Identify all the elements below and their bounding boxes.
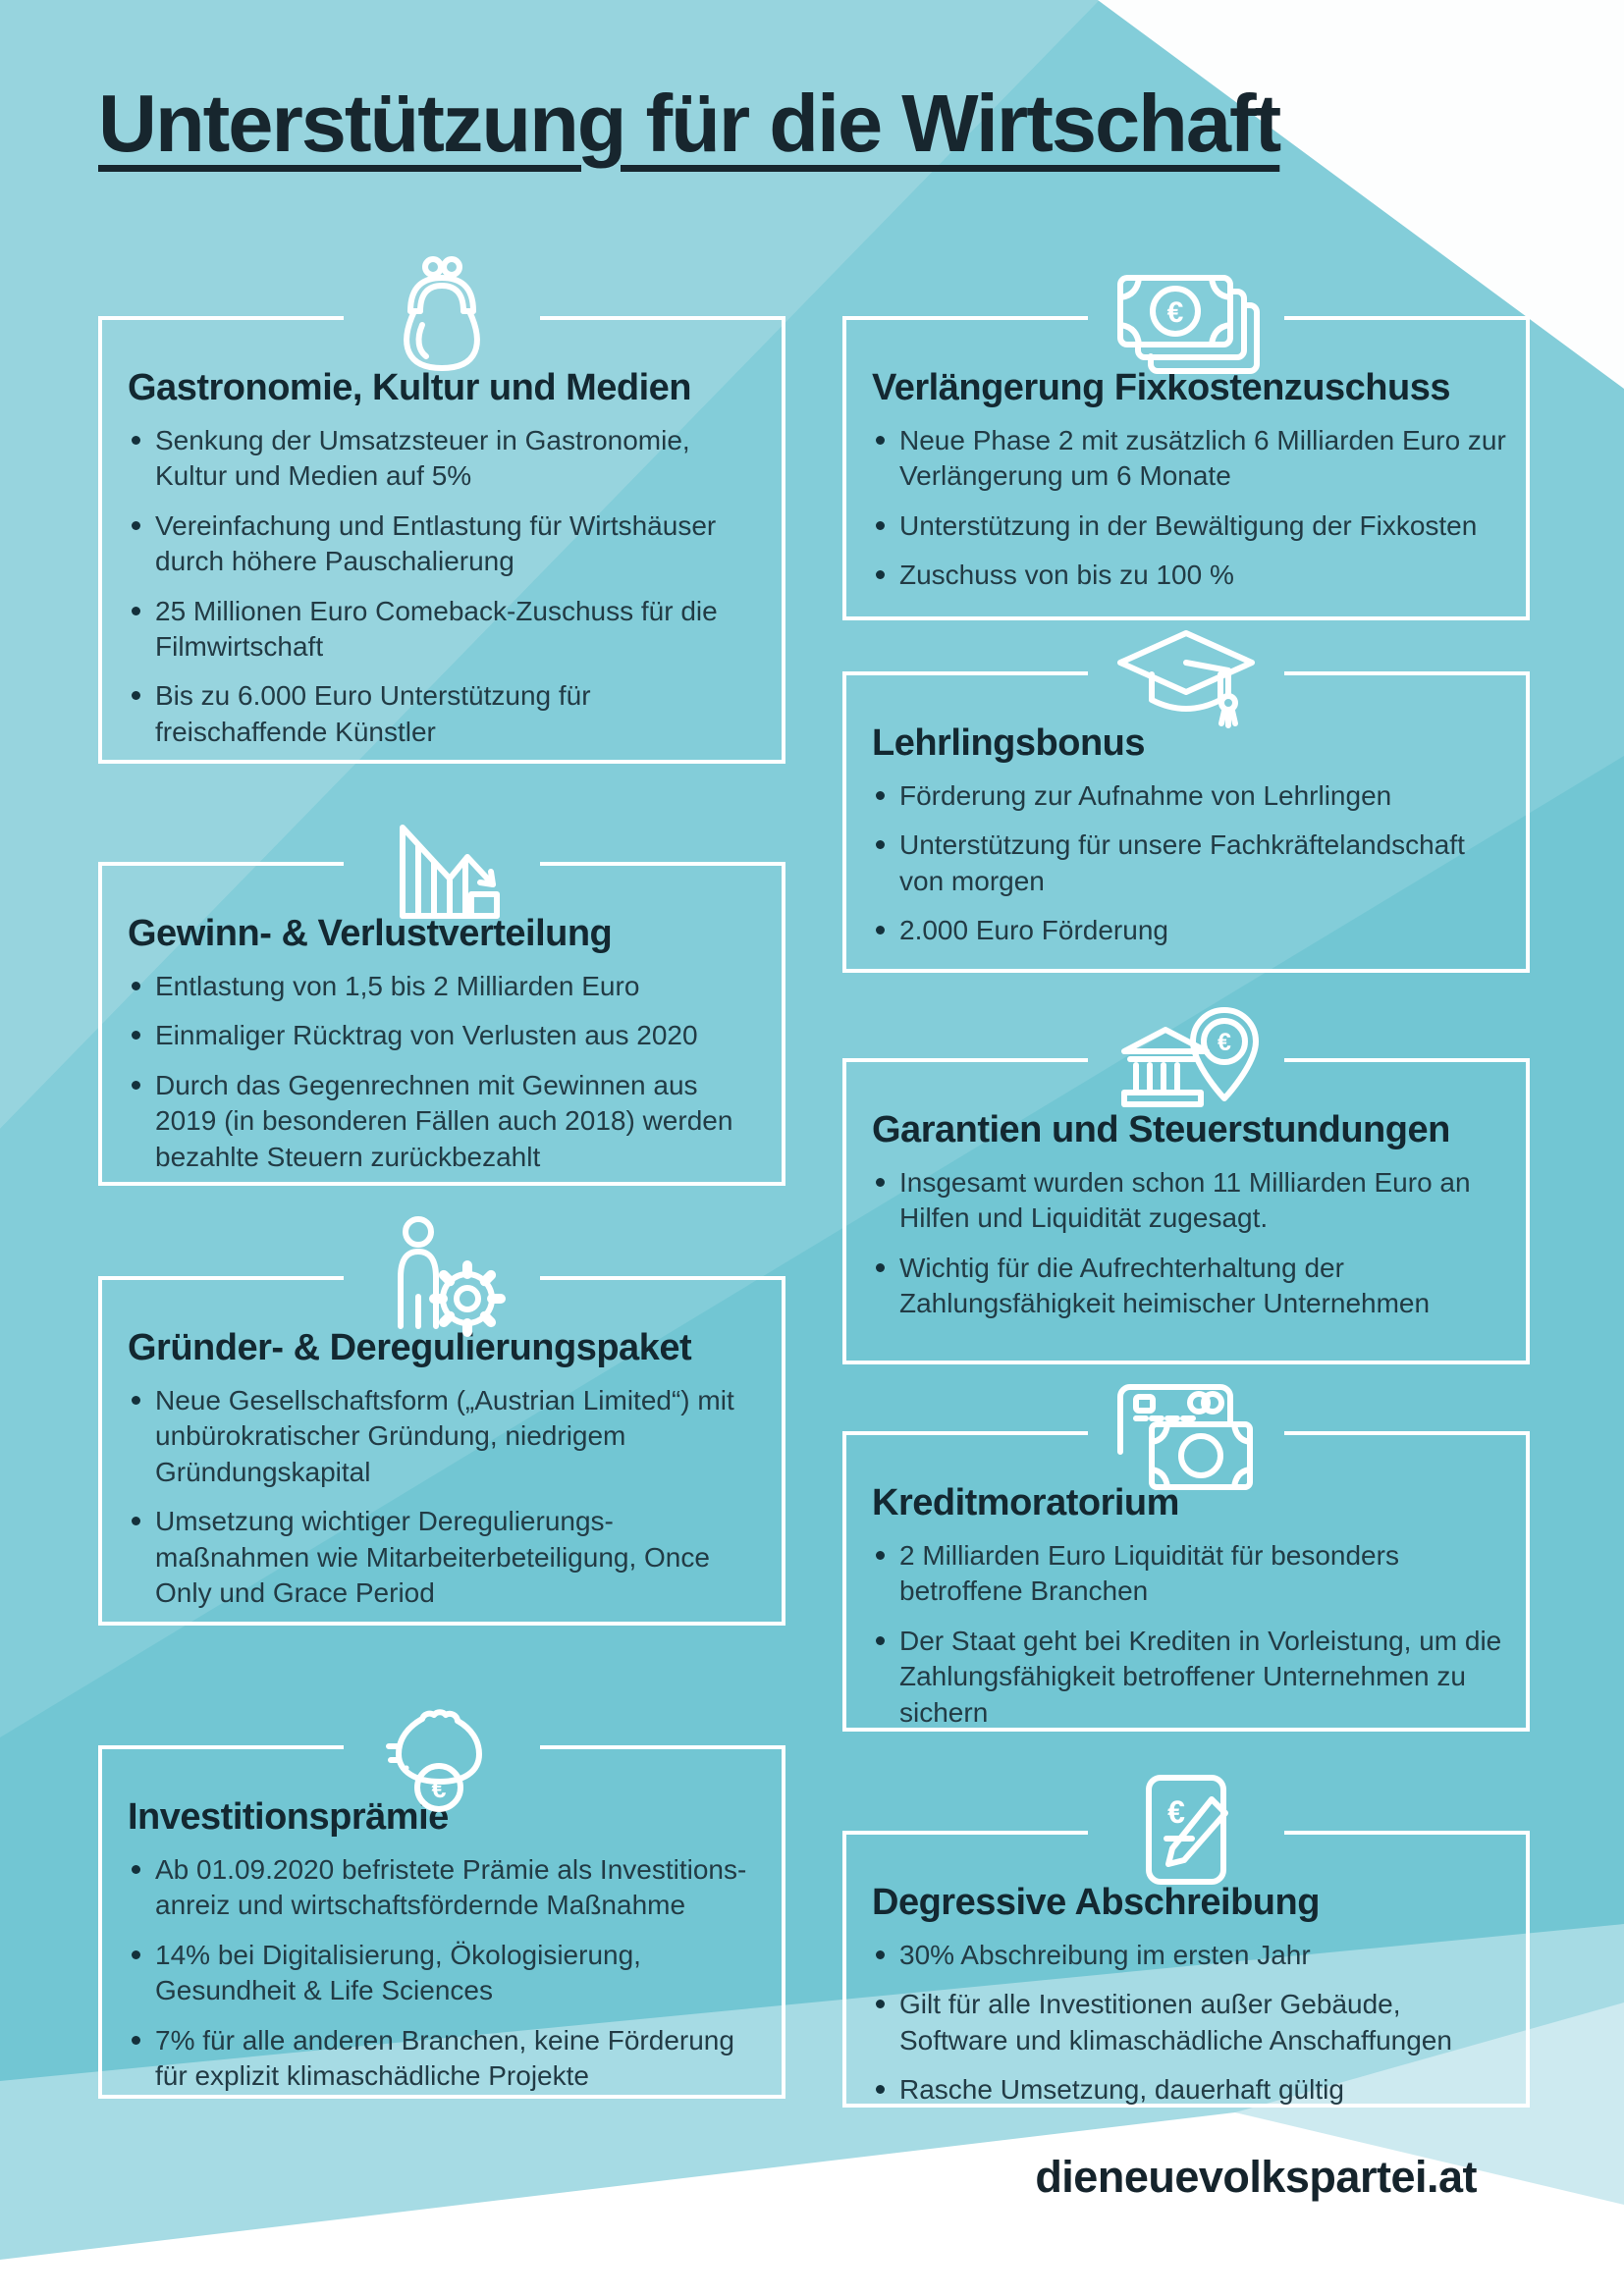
bullet-item: 2 Milliarden Euro Liquidität für besonders betroffene Branchen bbox=[872, 1538, 1506, 1610]
card-border bbox=[842, 316, 1088, 320]
bullet-item: Wichtig für die Aufrechterhaltung der Zahlungsfähigkeit heimischer Unternehmen bbox=[872, 1251, 1506, 1322]
card-title: Lehrlingsbonus bbox=[872, 722, 1145, 764]
bullet-list bbox=[872, 423, 1506, 594]
card-border bbox=[842, 1058, 846, 1364]
card-verlaengerung-fixkostenzuschuss bbox=[842, 296, 1530, 620]
document-pencil-euro-icon bbox=[1088, 1766, 1284, 1897]
card-border bbox=[1526, 1058, 1530, 1364]
svg-text:€: € bbox=[1166, 296, 1184, 329]
bullet-item: Umsetzung wichtiger Deregulierungs-maßnahmen wie Mitarbeiterbeteiligung, Once Only und Grace Period bbox=[128, 1504, 762, 1611]
card-title: Kreditmoratorium bbox=[872, 1482, 1179, 1523]
bullet-item: 25 Millionen Euro Comeback-Zuschuss für die Filmwirtschaft bbox=[128, 594, 762, 666]
card-border bbox=[1284, 1831, 1530, 1835]
svg-text:€: € bbox=[1218, 1029, 1231, 1056]
card-border bbox=[1284, 1431, 1530, 1435]
card-border bbox=[842, 969, 1530, 973]
card-border bbox=[98, 1745, 344, 1749]
bullet-item: Einmaliger Rücktrag von Verlusten aus 2020 bbox=[128, 1018, 762, 1053]
card-border bbox=[98, 316, 344, 320]
card-title: Gewinn- & Verlustverteilung bbox=[128, 913, 613, 954]
bullet-list bbox=[128, 423, 762, 750]
bullet-item: Vereinfachung und Entlastung für Wirtshäuser durch höhere Pauschalierung bbox=[128, 508, 762, 580]
card-border bbox=[842, 671, 1088, 675]
bullet-item: 2.000 Euro Förderung bbox=[872, 913, 1506, 948]
card-gewinn-verlustverteilung bbox=[98, 862, 785, 1186]
bullet-item: Rasche Umsetzung, dauerhaft gültig bbox=[872, 2072, 1506, 2108]
svg-text:€: € bbox=[431, 1774, 447, 1803]
card-garantien-steuerstundungen bbox=[842, 1029, 1530, 1364]
card-border bbox=[98, 1276, 344, 1280]
card-title: Degressive Abschreibung bbox=[872, 1882, 1320, 1923]
bullet-item: 7% für alle anderen Branchen, keine Förderung für explizit klimaschädliche Projekte bbox=[128, 2023, 762, 2095]
banknotes-euro-icon bbox=[1088, 251, 1284, 383]
card-border bbox=[842, 1831, 1088, 1835]
card-border bbox=[1526, 1831, 1530, 2108]
card-border bbox=[1284, 671, 1530, 675]
card-title: Garantien und Steuerstundungen bbox=[872, 1109, 1450, 1150]
card-border bbox=[1284, 316, 1530, 320]
bullet-item: Entlastung von 1,5 bis 2 Milliarden Euro bbox=[128, 969, 762, 1004]
card-border bbox=[98, 862, 102, 1186]
card-degressive-abschreibung bbox=[842, 1794, 1530, 2108]
website-url: dieneuevolkspartei.at bbox=[1035, 2152, 1477, 2202]
card-kreditmoratorium bbox=[842, 1431, 1530, 1732]
declining-chart-icon bbox=[344, 797, 540, 929]
bullet-item: Neue Phase 2 mit zusätzlich 6 Milliarden Euro zur Verlängerung um 6 Monate bbox=[872, 423, 1506, 495]
card-border bbox=[782, 1276, 785, 1626]
graduation-cap-icon bbox=[1088, 607, 1284, 738]
card-title: Verlängerung Fixkostenzuschuss bbox=[872, 367, 1450, 408]
card-border bbox=[540, 862, 785, 866]
purse-icon bbox=[344, 251, 540, 383]
bullet-item: Durch das Gegenrechnen mit Gewinnen aus 2019 (in besonderen Fällen auch 2018) werden bezahlte Steuern zurückbezahlt bbox=[128, 1068, 762, 1175]
card-title: Gründer- & Deregulierungspaket bbox=[128, 1327, 692, 1368]
card-border bbox=[98, 760, 785, 764]
bullet-list bbox=[128, 1383, 762, 1611]
card-lehrlingsbonus bbox=[842, 671, 1530, 973]
card-title: Investitionsprämie bbox=[128, 1796, 449, 1838]
credit-card-banknote-icon bbox=[1088, 1366, 1284, 1498]
card-border bbox=[782, 862, 785, 1186]
card-border bbox=[98, 316, 102, 764]
card-border bbox=[782, 316, 785, 764]
bullet-item: Bis zu 6.000 Euro Unterstützung für freischaffende Künstler bbox=[128, 678, 762, 750]
card-border bbox=[842, 316, 846, 620]
card-border bbox=[1526, 671, 1530, 973]
card-border bbox=[98, 1622, 785, 1626]
card-border bbox=[842, 1831, 846, 2108]
bullet-item: Der Staat geht bei Krediten in Vorleistung, um die Zahlungsfähigkeit betroffener Unternehmen zu sichern bbox=[872, 1624, 1506, 1731]
piggy-bank-euro-icon bbox=[344, 1681, 540, 1812]
card-border bbox=[540, 1745, 785, 1749]
card-gastronomie-kultur-medien bbox=[98, 316, 785, 764]
bullet-item: Förderung zur Aufnahme von Lehrlingen bbox=[872, 778, 1506, 814]
card-border bbox=[1526, 1431, 1530, 1732]
card-border bbox=[98, 1182, 785, 1186]
bullet-list bbox=[128, 969, 762, 1175]
bullet-item: Gilt für alle Investitionen außer Gebäude, Software und klimaschädliche Anschaffungen bbox=[872, 1987, 1506, 2058]
card-border bbox=[98, 1745, 102, 2099]
bullet-item: Unterstützung in der Bewältigung der Fixkosten bbox=[872, 508, 1506, 544]
card-border bbox=[1284, 1058, 1530, 1062]
svg-text:€: € bbox=[1167, 1794, 1185, 1830]
bullet-item: Senkung der Umsatzsteuer in Gastronomie, Kultur und Medien auf 5% bbox=[128, 423, 762, 495]
card-border bbox=[782, 1745, 785, 2099]
card-border bbox=[98, 862, 344, 866]
card-border bbox=[842, 1058, 1088, 1062]
card-border bbox=[842, 671, 846, 973]
card-investitionspraemie bbox=[98, 1745, 785, 2099]
card-border bbox=[540, 1276, 785, 1280]
person-gear-icon bbox=[344, 1211, 540, 1343]
card-border bbox=[540, 316, 785, 320]
bullet-list bbox=[872, 1538, 1506, 1731]
card-border bbox=[1526, 316, 1530, 620]
card-border bbox=[842, 1431, 1088, 1435]
card-border bbox=[842, 1431, 846, 1732]
card-border bbox=[98, 2095, 785, 2099]
bullet-item: Unterstützung für unsere Fachkräftelandschaft von morgen bbox=[872, 828, 1506, 899]
bullet-item: Zuschuss von bis zu 100 % bbox=[872, 558, 1506, 593]
bullet-list bbox=[872, 1938, 1506, 2109]
bullet-item: Ab 01.09.2020 befristete Prämie als Investitions-anreiz und wirtschaftsfördernde Maßnahme bbox=[128, 1852, 762, 1924]
bullet-list bbox=[872, 778, 1506, 949]
bank-location-pin-euro-icon bbox=[1088, 993, 1284, 1125]
bullet-item: Insgesamt wurden schon 11 Milliarden Euro an Hilfen und Liquidität zugesagt. bbox=[872, 1165, 1506, 1237]
page-title: Unterstützung für die Wirtschaft bbox=[98, 78, 1280, 169]
bullet-item: 14% bei Digitalisierung, Ökologisierung, Gesundheit & Life Sciences bbox=[128, 1938, 762, 2009]
bullet-item: Neue Gesellschaftsform („Austrian Limited“) mit unbürokratischer Gründung, niedrigem Gründungskapital bbox=[128, 1383, 762, 1490]
bullet-item: 30% Abschreibung im ersten Jahr bbox=[872, 1938, 1506, 1973]
bullet-list bbox=[128, 1852, 762, 2094]
card-border bbox=[842, 1361, 1530, 1364]
card-border bbox=[98, 1276, 102, 1626]
card-gruender-deregulierungspaket bbox=[98, 1276, 785, 1626]
bullet-list bbox=[872, 1165, 1506, 1322]
card-title: Gastronomie, Kultur und Medien bbox=[128, 367, 692, 408]
